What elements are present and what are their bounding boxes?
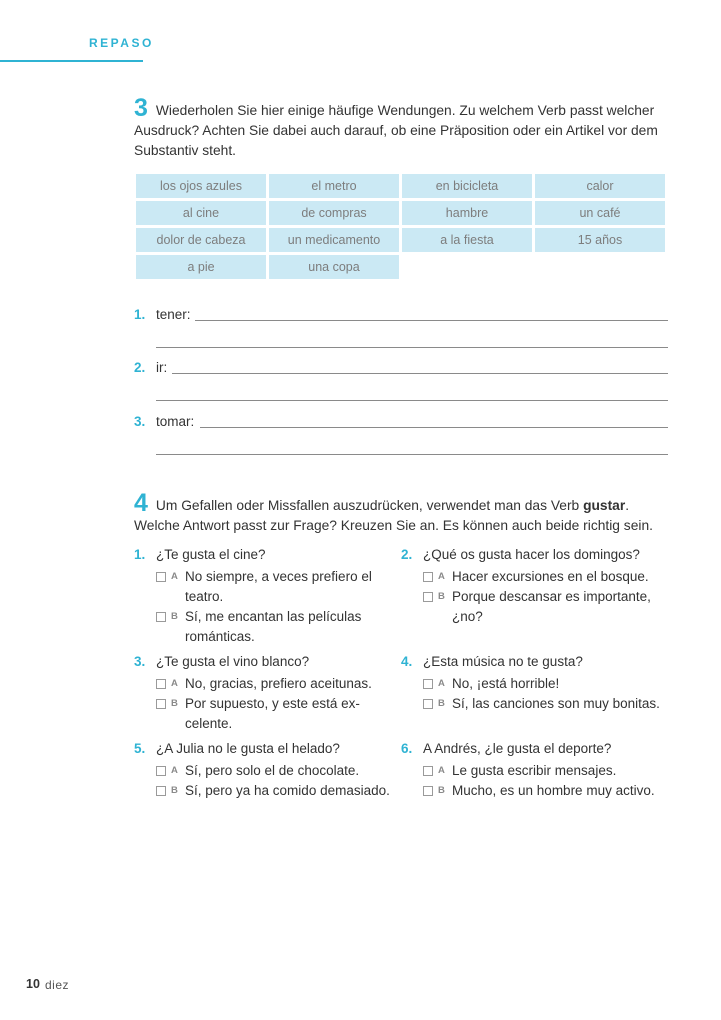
option-letter: B (171, 785, 178, 796)
exercise-4-text-pre: Um Gefallen oder Missfallen auszudrücken, verwendet man das Verb (155, 498, 584, 513)
answer-line[interactable] (156, 347, 668, 348)
option-a[interactable] (423, 567, 663, 587)
exercise-3-instruction (134, 94, 674, 161)
item-verb: ir: (156, 360, 168, 375)
word-cell[interactable]: al cine (136, 201, 266, 225)
item-number: 3. (134, 414, 146, 429)
checkbox[interactable] (423, 572, 433, 582)
option-letter: A (438, 571, 445, 582)
checkbox[interactable] (156, 766, 166, 776)
question-text: A Andrés, ¿le gusta el deporte? (423, 741, 612, 756)
exercise-3-text: Wiederholen Sie hier einige häufige Wendungen. Zu welchem Verb passt welcher Ausdruck? Achten Sie dabei auch darauf, ob eine Präposition oder ein Artikel vor dem Substantiv steht. (134, 103, 658, 158)
option-text: Sí, las canciones son muy bonitas. (452, 696, 660, 711)
checkbox[interactable] (423, 679, 433, 689)
header-rule (0, 60, 143, 62)
option-text: No siempre, a veces prefiero el teatro. (185, 569, 372, 604)
question-text: ¿Te gusta el vino blanco? (156, 654, 310, 669)
checkbox[interactable] (156, 679, 166, 689)
checkbox[interactable] (423, 592, 433, 602)
checkbox[interactable] (156, 786, 166, 796)
checkbox[interactable] (156, 699, 166, 709)
exercise-3-number: 3 (134, 94, 148, 122)
option-a[interactable] (156, 761, 396, 781)
checkbox[interactable] (156, 572, 166, 582)
checkbox[interactable] (423, 766, 433, 776)
option-b[interactable] (156, 607, 396, 647)
checkbox[interactable] (423, 786, 433, 796)
option-letter: B (171, 611, 178, 622)
section-label: REPASO (89, 36, 154, 50)
question-text: ¿Esta música no te gusta? (423, 654, 583, 669)
option-a[interactable] (423, 674, 663, 694)
question-number: 4. (401, 654, 413, 669)
option-b[interactable] (423, 781, 663, 801)
option-b[interactable] (423, 694, 663, 714)
word-cell[interactable]: un café (535, 201, 665, 225)
option-text: Sí, pero ya ha comido demasiado. (185, 783, 390, 798)
exercise-4-verb: gustar (583, 498, 626, 513)
option-b[interactable] (423, 587, 663, 627)
option-text: Mucho, es un hombre muy activo. (452, 783, 655, 798)
option-text: No, gracias, prefiero aceitunas. (185, 676, 372, 691)
option-letter: A (438, 765, 445, 776)
question-number: 1. (134, 547, 146, 562)
option-letter: A (171, 571, 178, 582)
option-letter: B (438, 698, 445, 709)
fill-in-item-tomar (134, 414, 668, 434)
exercise-4-instruction (134, 489, 674, 536)
word-cell[interactable]: a pie (136, 255, 266, 279)
option-letter: A (171, 765, 178, 776)
word-cell[interactable]: dolor de cabeza (136, 228, 266, 252)
question-number: 3. (134, 654, 146, 669)
word-cell[interactable]: calor (535, 174, 665, 198)
question-text: ¿A Julia no le gusta el helado? (156, 741, 340, 756)
word-cell[interactable]: una copa (269, 255, 399, 279)
word-cell[interactable]: en bicicleta (402, 174, 532, 198)
option-letter: B (438, 785, 445, 796)
option-a[interactable] (156, 674, 396, 694)
item-number: 1. (134, 307, 146, 322)
exercise-4-text-post: . Welche Antwort passt zur Frage? Kreuzen Sie an. Es können auch beide richtig sein. (134, 498, 653, 533)
option-b[interactable] (156, 694, 396, 734)
option-text: Por supuesto, y este está ex-celente. (185, 696, 360, 731)
word-cell[interactable]: de compras (269, 201, 399, 225)
option-text: Sí, pero solo el de chocolate. (185, 763, 360, 778)
option-letter: B (438, 591, 445, 602)
word-cell[interactable]: el metro (269, 174, 399, 198)
option-text: Porque descansar es importante, ¿no? (452, 589, 651, 624)
answer-line[interactable] (195, 320, 668, 321)
checkbox[interactable] (423, 699, 433, 709)
answer-line[interactable] (200, 427, 668, 428)
option-letter: B (171, 698, 178, 709)
option-b[interactable] (156, 781, 396, 801)
page-number: 10 (26, 977, 40, 991)
option-letter: A (438, 678, 445, 689)
word-cell[interactable]: los ojos azules (136, 174, 266, 198)
fill-in-item-ir (134, 360, 668, 380)
page-number-word: diez (45, 978, 70, 992)
question-number: 5. (134, 741, 146, 756)
answer-line[interactable] (172, 373, 668, 374)
word-cell[interactable]: a la fiesta (402, 228, 532, 252)
item-verb: tener: (156, 307, 191, 322)
question-text: ¿Te gusta el cine? (156, 547, 266, 562)
item-verb: tomar: (156, 414, 195, 429)
option-text: Hacer excursiones en el bosque. (452, 569, 649, 584)
question-number: 2. (401, 547, 413, 562)
option-letter: A (171, 678, 178, 689)
option-text: Sí, me encantan las películas románticas. (185, 609, 362, 644)
question-text: ¿Qué os gusta hacer los domingos? (423, 547, 640, 562)
fill-in-item-tener (134, 307, 668, 327)
question-number: 6. (401, 741, 413, 756)
option-text: Le gusta escribir mensajes. (452, 763, 617, 778)
answer-line[interactable] (156, 454, 668, 455)
answer-line[interactable] (156, 400, 668, 401)
checkbox[interactable] (156, 612, 166, 622)
word-cell[interactable]: 15 años (535, 228, 665, 252)
word-bank (136, 174, 665, 279)
exercise-4-number: 4 (134, 489, 148, 517)
word-cell[interactable]: un medicamento (269, 228, 399, 252)
item-number: 2. (134, 360, 146, 375)
option-text: No, ¡está horrible! (452, 676, 560, 691)
word-cell[interactable]: hambre (402, 201, 532, 225)
option-a[interactable] (423, 761, 663, 781)
option-a[interactable] (156, 567, 396, 607)
